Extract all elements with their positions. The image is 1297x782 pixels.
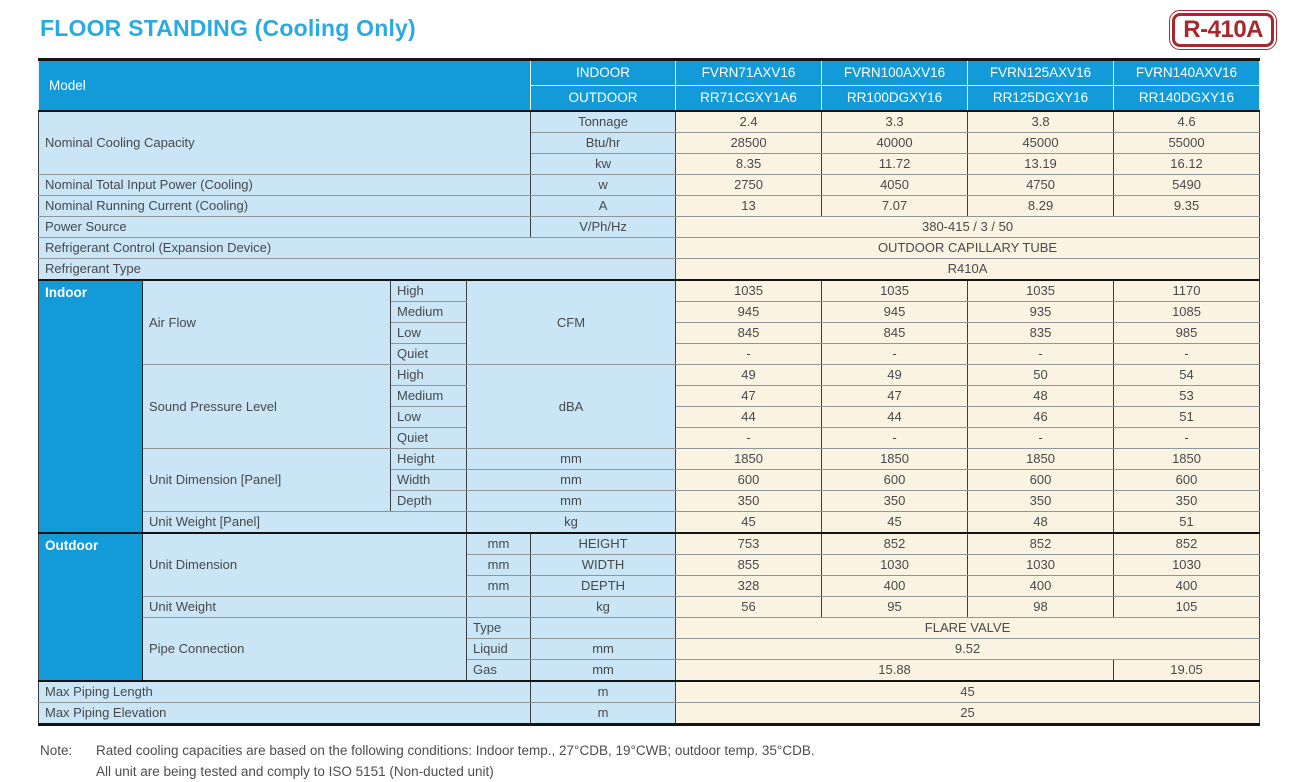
table-row	[39, 597, 1260, 618]
value-cell: 835	[968, 323, 1114, 344]
row-label-cell: Max Piping Elevation	[39, 703, 531, 725]
table-row	[39, 365, 1260, 386]
unit-cell: DEPTH	[531, 576, 676, 597]
spec-table-body	[39, 60, 1260, 725]
value-cell: 8.29	[968, 196, 1114, 217]
unit-cell: mm	[467, 576, 531, 597]
header-bar	[0, 0, 1297, 58]
table-row	[39, 217, 1260, 238]
value-cell: 1170	[1114, 280, 1260, 302]
sub-label-cell: Type	[467, 618, 531, 639]
unit-cell: A	[531, 196, 676, 217]
sub-label-cell: Medium	[391, 386, 467, 407]
value-cell: FLARE VALVE	[676, 618, 1260, 639]
unit-cell	[531, 618, 676, 639]
row-label-cell: Max Piping Length	[39, 681, 531, 703]
value-cell: 845	[676, 323, 822, 344]
sub-label-cell: Quiet	[391, 428, 467, 449]
model-header-cell: RR125DGXY16	[968, 86, 1114, 112]
value-cell: 328	[676, 576, 822, 597]
row-label-cell: Unit Dimension	[143, 533, 467, 597]
value-cell: 25	[676, 703, 1260, 725]
model-header-cell: RR140DGXY16	[1114, 86, 1260, 112]
unit-cell: mm	[531, 660, 676, 682]
table-row	[39, 533, 1260, 555]
value-cell: 47	[676, 386, 822, 407]
value-cell: -	[676, 344, 822, 365]
model-header-cell: FVRN100AXV16	[822, 60, 968, 86]
section-label-cell: Outdoor	[39, 533, 143, 681]
sub-label-cell: Gas	[467, 660, 531, 682]
value-cell: 7.07	[822, 196, 968, 217]
unit-cell	[467, 597, 531, 618]
note-label: Note:	[40, 743, 73, 758]
value-cell: 47	[822, 386, 968, 407]
value-cell: 9.52	[676, 639, 1260, 660]
row-label-cell: Unit Weight	[143, 597, 467, 618]
value-cell: 945	[676, 302, 822, 323]
unit-cell: mm	[467, 449, 676, 470]
row-label-cell: Unit Dimension [Panel]	[143, 449, 391, 512]
unit-cell: WIDTH	[531, 555, 676, 576]
unit-cell: kg	[531, 597, 676, 618]
value-cell: 98	[968, 597, 1114, 618]
value-cell: OUTDOOR CAPILLARY TUBE	[676, 238, 1260, 259]
value-cell: -	[822, 428, 968, 449]
value-cell: 44	[822, 407, 968, 428]
table-row	[39, 681, 1260, 703]
value-cell: 1035	[968, 280, 1114, 302]
value-cell: 1085	[1114, 302, 1260, 323]
value-cell: 54	[1114, 365, 1260, 386]
value-cell: 105	[1114, 597, 1260, 618]
value-cell: 600	[1114, 470, 1260, 491]
sub-label-cell: Low	[391, 407, 467, 428]
table-row	[39, 238, 1260, 259]
model-header-cell: Model	[39, 60, 531, 112]
table-row	[39, 196, 1260, 217]
model-header-cell: FVRN71AXV16	[676, 60, 822, 86]
sub-label-cell: Height	[391, 449, 467, 470]
value-cell: 1850	[968, 449, 1114, 470]
value-cell: 46	[968, 407, 1114, 428]
value-cell: 51	[1114, 512, 1260, 534]
note-line: Rated cooling capacities are based on the following conditions: Indoor temp., 27°CDB, 19°CWB; outdoor temp. 35°CDB.	[96, 743, 815, 758]
unit-cell: dBA	[467, 365, 676, 449]
unit-cell: m	[531, 703, 676, 725]
unit-cell: mm	[467, 555, 531, 576]
unit-cell: kw	[531, 154, 676, 175]
value-cell: 13.19	[968, 154, 1114, 175]
sub-label-cell: Quiet	[391, 344, 467, 365]
unit-cell: HEIGHT	[531, 533, 676, 555]
model-header-cell: RR71CGXY1A6	[676, 86, 822, 112]
value-cell: 350	[822, 491, 968, 512]
model-header-cell: RR100DGXY16	[822, 86, 968, 112]
value-cell: 945	[822, 302, 968, 323]
row-label-cell: Nominal Running Current (Cooling)	[39, 196, 531, 217]
value-cell: 55000	[1114, 133, 1260, 154]
value-cell: -	[968, 344, 1114, 365]
value-cell: 852	[968, 533, 1114, 555]
value-cell: 15.88	[676, 660, 1114, 682]
spec-table-wrap	[38, 58, 1297, 726]
value-cell: -	[676, 428, 822, 449]
value-cell: 16.12	[1114, 154, 1260, 175]
model-header-cell: FVRN125AXV16	[968, 60, 1114, 86]
value-cell: 11.72	[822, 154, 968, 175]
unit-cell: Tonnage	[531, 111, 676, 133]
value-cell: 1850	[822, 449, 968, 470]
value-cell: 45	[676, 681, 1260, 703]
value-cell: 8.35	[676, 154, 822, 175]
sub-label-cell: Liquid	[467, 639, 531, 660]
value-cell: 380-415 / 3 / 50	[676, 217, 1260, 238]
value-cell: -	[822, 344, 968, 365]
table-row	[39, 259, 1260, 281]
table-row	[39, 60, 1260, 86]
value-cell: 350	[1114, 491, 1260, 512]
value-cell: 845	[822, 323, 968, 344]
sub-label-cell: High	[391, 365, 467, 386]
row-label-cell: Pipe Connection	[143, 618, 467, 682]
value-cell: 4050	[822, 175, 968, 196]
row-label-cell: Power Source	[39, 217, 531, 238]
value-cell: 1035	[822, 280, 968, 302]
value-cell: 852	[1114, 533, 1260, 555]
row-label-cell: Air Flow	[143, 280, 391, 365]
note-lines	[96, 740, 815, 782]
table-row	[39, 703, 1260, 725]
value-cell: 855	[676, 555, 822, 576]
model-header-cell: FVRN140AXV16	[1114, 60, 1260, 86]
row-label-cell: Sound Pressure Level	[143, 365, 391, 449]
value-cell: 51	[1114, 407, 1260, 428]
value-cell: 400	[968, 576, 1114, 597]
value-cell: 9.35	[1114, 196, 1260, 217]
value-cell: 50	[968, 365, 1114, 386]
value-cell: 600	[822, 470, 968, 491]
row-label-cell: Nominal Cooling Capacity	[39, 111, 531, 175]
value-cell: -	[968, 428, 1114, 449]
unit-cell: CFM	[467, 280, 676, 365]
table-row	[39, 280, 1260, 302]
value-cell: 935	[968, 302, 1114, 323]
value-cell: 49	[822, 365, 968, 386]
value-cell: 48	[968, 512, 1114, 534]
refrigerant-badge	[1169, 10, 1277, 50]
value-cell: 400	[1114, 576, 1260, 597]
value-cell: 600	[968, 470, 1114, 491]
value-cell: 45	[822, 512, 968, 534]
value-cell: 1850	[676, 449, 822, 470]
value-cell: 19.05	[1114, 660, 1260, 682]
value-cell: -	[1114, 428, 1260, 449]
table-row	[39, 512, 1260, 534]
row-label-cell: Nominal Total Input Power (Cooling)	[39, 175, 531, 196]
value-cell: 3.3	[822, 111, 968, 133]
value-cell: 1035	[676, 280, 822, 302]
value-cell: 95	[822, 597, 968, 618]
note-line: All unit are being tested and comply to ISO 5151 (Non-ducted unit)	[96, 764, 494, 779]
table-row	[39, 175, 1260, 196]
value-cell: 1850	[1114, 449, 1260, 470]
unit-cell: V/Ph/Hz	[531, 217, 676, 238]
value-cell: 40000	[822, 133, 968, 154]
row-label-cell: Refrigerant Type	[39, 259, 676, 281]
row-label-cell: Unit Weight [Panel]	[143, 512, 467, 534]
sub-label-cell: High	[391, 280, 467, 302]
unit-cell: mm	[531, 639, 676, 660]
table-row	[39, 111, 1260, 133]
value-cell: 45	[676, 512, 822, 534]
sub-label-cell: Medium	[391, 302, 467, 323]
value-cell: 56	[676, 597, 822, 618]
model-header-cell: OUTDOOR	[531, 86, 676, 112]
value-cell: 4750	[968, 175, 1114, 196]
value-cell: 2750	[676, 175, 822, 196]
unit-cell: mm	[467, 491, 676, 512]
value-cell: 753	[676, 533, 822, 555]
model-header-cell: INDOOR	[531, 60, 676, 86]
value-cell: 1030	[968, 555, 1114, 576]
table-row	[39, 449, 1260, 470]
value-cell: 28500	[676, 133, 822, 154]
unit-cell: w	[531, 175, 676, 196]
row-label-cell: Refrigerant Control (Expansion Device)	[39, 238, 676, 259]
sub-label-cell: Width	[391, 470, 467, 491]
unit-cell: Btu/hr	[531, 133, 676, 154]
value-cell: 53	[1114, 386, 1260, 407]
section-label-cell: Indoor	[39, 280, 143, 533]
note	[40, 740, 1297, 782]
value-cell: 5490	[1114, 175, 1260, 196]
value-cell: -	[1114, 344, 1260, 365]
value-cell: R410A	[676, 259, 1260, 281]
value-cell: 2.4	[676, 111, 822, 133]
value-cell: 49	[676, 365, 822, 386]
unit-cell: m	[531, 681, 676, 703]
value-cell: 1030	[822, 555, 968, 576]
value-cell: 44	[676, 407, 822, 428]
value-cell: 45000	[968, 133, 1114, 154]
value-cell: 400	[822, 576, 968, 597]
value-cell: 600	[676, 470, 822, 491]
unit-cell: kg	[467, 512, 676, 534]
table-row	[39, 618, 1260, 639]
value-cell: 350	[968, 491, 1114, 512]
value-cell: 1030	[1114, 555, 1260, 576]
value-cell: 985	[1114, 323, 1260, 344]
unit-cell: mm	[467, 470, 676, 491]
value-cell: 852	[822, 533, 968, 555]
page-title: FLOOR STANDING (Cooling Only)	[40, 15, 416, 41]
sub-label-cell: Depth	[391, 491, 467, 512]
value-cell: 350	[676, 491, 822, 512]
refrigerant-badge-label: R-410A	[1172, 13, 1274, 47]
value-cell: 4.6	[1114, 111, 1260, 133]
value-cell: 48	[968, 386, 1114, 407]
sub-label-cell: Low	[391, 323, 467, 344]
spec-table	[38, 58, 1260, 726]
value-cell: 13	[676, 196, 822, 217]
unit-cell: mm	[467, 533, 531, 555]
value-cell: 3.8	[968, 111, 1114, 133]
